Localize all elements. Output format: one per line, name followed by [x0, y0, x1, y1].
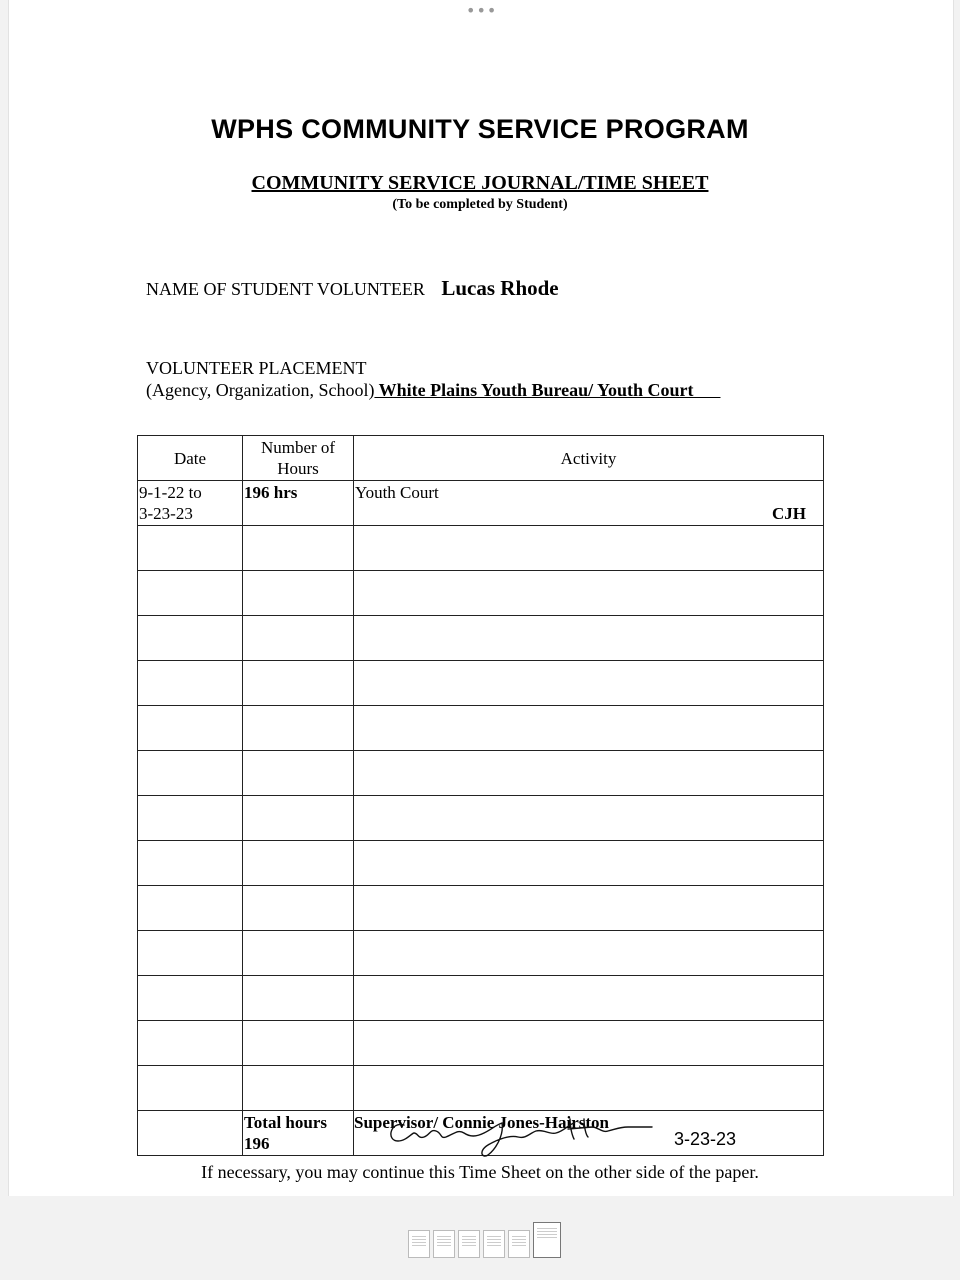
empty-cell [138, 886, 243, 931]
empty-cell [138, 931, 243, 976]
empty-cell [243, 751, 354, 796]
total-hours-label: Total hours [244, 1113, 327, 1132]
table-row [138, 481, 824, 526]
empty-cell [138, 616, 243, 661]
page-thumbnail-icon[interactable] [408, 1230, 430, 1258]
empty-cell [243, 796, 354, 841]
empty-cell [354, 976, 824, 1021]
empty-cell [138, 751, 243, 796]
student-name-label: NAME OF STUDENT VOLUNTEER [146, 279, 425, 299]
supervisor-signature [384, 1115, 654, 1159]
form-subtitle: COMMUNITY SERVICE JOURNAL/TIME SHEET [251, 172, 709, 194]
total-hours-value: 196 [244, 1134, 270, 1153]
empty-cell [354, 526, 824, 571]
empty-cell [138, 661, 243, 706]
empty-cell [354, 931, 824, 976]
page-thumbnail-icon[interactable] [483, 1230, 505, 1258]
signature-date: 3-23-23 [674, 1129, 737, 1149]
hours-header: Number of Hours [243, 436, 354, 481]
empty-cell [243, 976, 354, 1021]
empty-cell [138, 571, 243, 616]
placement-label: VOLUNTEER PLACEMENT [146, 358, 367, 378]
empty-cell [138, 976, 243, 1021]
empty-cell [354, 571, 824, 616]
date-start: 9-1-22 to [139, 483, 202, 502]
empty-cell [138, 1021, 243, 1066]
empty-cell [354, 886, 824, 931]
table-row [138, 751, 824, 796]
footer-note: If necessary, you may continue this Time Sheet on the other side of the paper. [201, 1162, 759, 1182]
table-row [138, 886, 824, 931]
hours-cell [243, 481, 354, 526]
empty-cell [243, 1066, 354, 1111]
empty-cell [138, 1111, 243, 1156]
empty-cell [243, 661, 354, 706]
date-cell [138, 481, 243, 526]
page-thumbnail-icon[interactable] [508, 1230, 530, 1258]
empty-cell [138, 841, 243, 886]
table-row [138, 526, 824, 571]
placement-value: White Plains Youth Bureau/ Youth Court [374, 380, 721, 400]
student-name-row [146, 276, 559, 301]
supervisor-label: Supervisor/ Connie Jones-Hairston [354, 1113, 610, 1132]
table-row [138, 661, 824, 706]
empty-cell [243, 1021, 354, 1066]
total-row [138, 1111, 824, 1156]
total-cell [243, 1111, 354, 1156]
empty-cell [354, 751, 824, 796]
empty-cell [243, 706, 354, 751]
page-thumbnail-icon[interactable] [433, 1230, 455, 1258]
empty-cell [354, 1066, 824, 1111]
empty-cell [138, 526, 243, 571]
empty-cell [138, 796, 243, 841]
empty-cell [243, 886, 354, 931]
hours-value: 196 hrs [244, 483, 298, 502]
empty-cell [354, 706, 824, 751]
time-sheet-table [137, 435, 824, 1156]
empty-cell [243, 526, 354, 571]
table-row [138, 571, 824, 616]
form-instruction: (To be completed by Student) [392, 197, 568, 212]
table-row [138, 1021, 824, 1066]
empty-cell [354, 841, 824, 886]
empty-cell [243, 931, 354, 976]
empty-cell [243, 841, 354, 886]
empty-cell [138, 1066, 243, 1111]
empty-cell [354, 616, 824, 661]
supervisor-cell [354, 1111, 824, 1156]
empty-cell [354, 796, 824, 841]
page-thumbnail-icon[interactable] [533, 1222, 561, 1258]
table-row [138, 706, 824, 751]
page-thumbnail-icon[interactable] [458, 1230, 480, 1258]
activity-header: Activity [354, 436, 824, 481]
placement-block [146, 357, 721, 401]
table-row [138, 796, 824, 841]
page-thumbnails [408, 1220, 561, 1258]
empty-cell [243, 616, 354, 661]
table-row [138, 931, 824, 976]
supervisor-initials: CJH [772, 504, 806, 523]
date-end: 3-23-23 [139, 504, 193, 523]
empty-cell [138, 706, 243, 751]
empty-cell [243, 571, 354, 616]
placement-sublabel: (Agency, Organization, School) [146, 380, 375, 400]
table-row [138, 616, 824, 661]
table-row [138, 1066, 824, 1111]
empty-cell [354, 1021, 824, 1066]
table-row [138, 976, 824, 1021]
activity-cell [354, 481, 824, 526]
activity-value: Youth Court [355, 483, 439, 502]
empty-cell [354, 661, 824, 706]
date-header: Date [138, 436, 243, 481]
more-options-icon[interactable]: ••• [466, 1, 498, 20]
table-row [138, 841, 824, 886]
student-name-value: Lucas Rhode [441, 276, 559, 300]
table-header-row [138, 436, 824, 481]
page-title: WPHS COMMUNITY SERVICE PROGRAM [211, 114, 749, 144]
